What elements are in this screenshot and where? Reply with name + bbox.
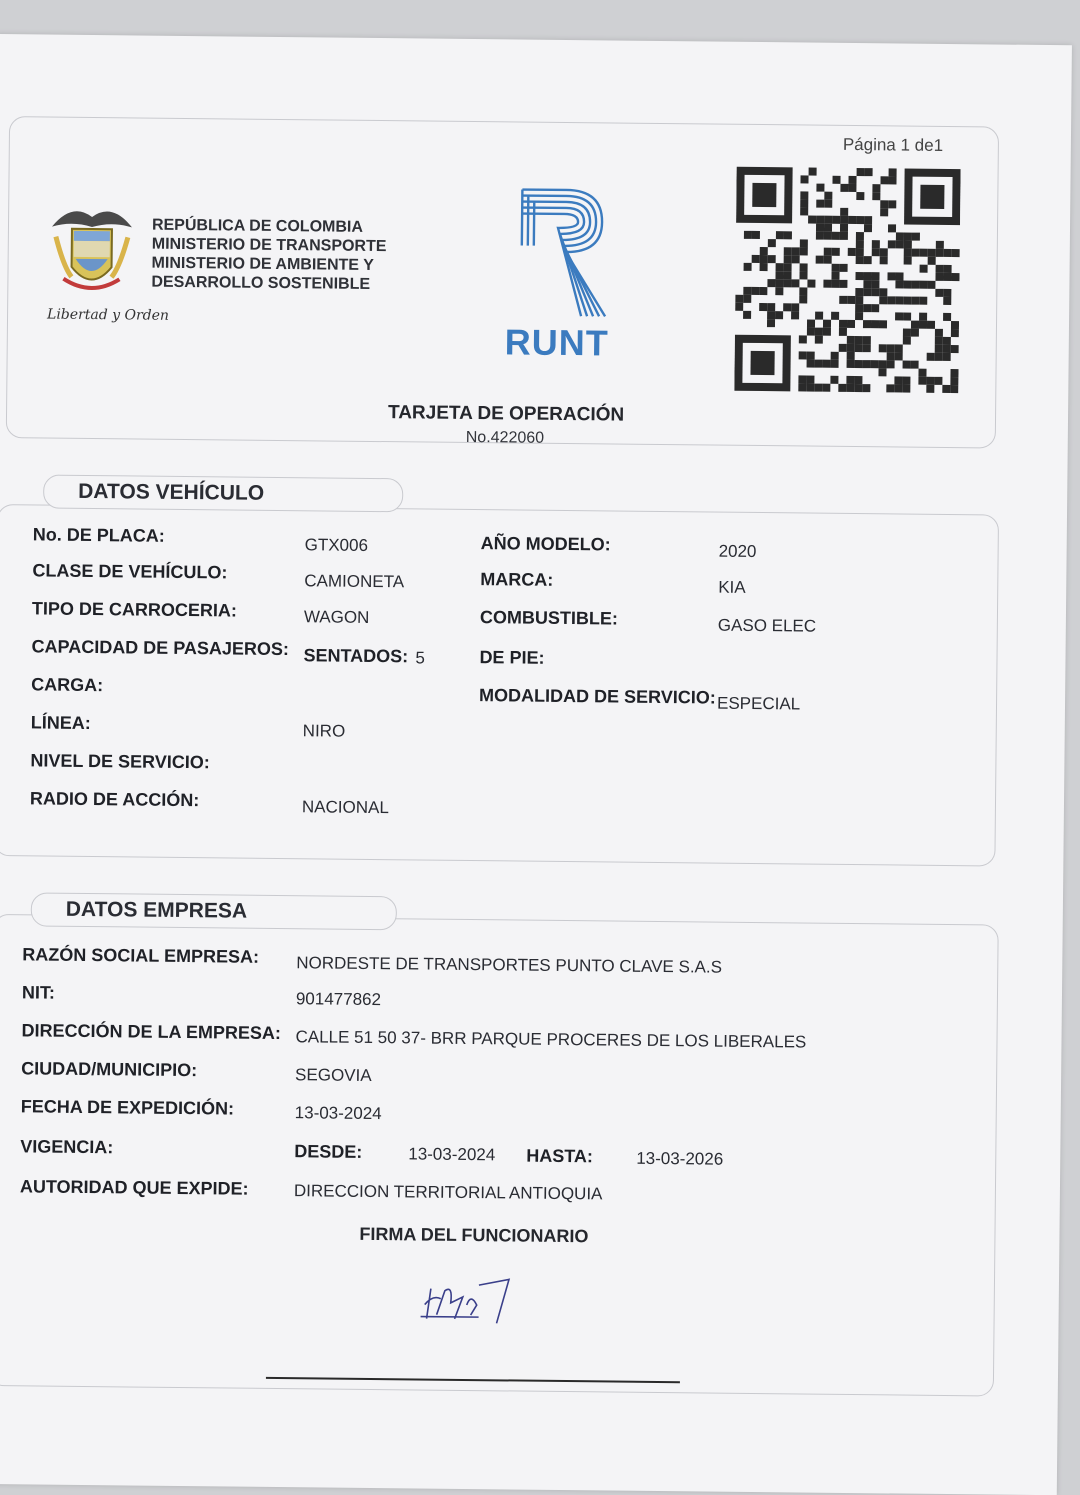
fuel-label: COMBUSTIBLE: — [479, 607, 619, 629]
standing-label: DE PIE: — [479, 647, 545, 668]
capacity-label: CAPACIDAD DE PASAJEROS: — [31, 636, 290, 660]
vehicle-section-title: DATOS VEHÍCULO — [43, 475, 403, 513]
signature-label: FIRMA DEL FUNCIONARIO — [359, 1223, 589, 1247]
from-label: DESDE: — [294, 1141, 363, 1162]
gov-line: REPÚBLICA DE COLOMBIA — [151, 216, 364, 236]
cargo-label: CARGA: — [31, 674, 104, 696]
brand-label: MARCA: — [480, 569, 554, 590]
plate-value: GTX006 — [304, 535, 369, 555]
document-page — [0, 34, 1072, 1495]
motto: Libertad y Orden — [46, 306, 170, 324]
runt-logo-icon — [513, 185, 614, 322]
company-name-label: RAZÓN SOCIAL EMPRESA: — [22, 944, 260, 967]
company-name-value: NORDESTE DE TRANSPORTES PUNTO CLAVE S.A.S — [296, 953, 723, 977]
gov-line: MINISTERIO DE AMBIENTE Y — [151, 254, 374, 274]
gov-line: DESARROLLO SOSTENIBLE — [151, 273, 371, 293]
line-value: NIRO — [302, 721, 346, 741]
authority-label: AUTORIDAD QUE EXPIDE: — [19, 1176, 249, 1199]
to-label: HASTA: — [526, 1145, 594, 1167]
class-value: CAMIONETA — [304, 571, 405, 592]
body-type-value: WAGON — [303, 607, 370, 627]
body-type-label: TIPO DE CARROCERIA: — [31, 598, 238, 621]
address-label: DIRECCIÓN DE LA EMPRESA: — [21, 1020, 282, 1044]
document-number: No.422060 — [465, 428, 545, 447]
model-year-label: AÑO MODELO: — [480, 533, 611, 555]
page-number: Página 1 de1 — [842, 134, 944, 155]
nit-value: 901477862 — [295, 989, 382, 1010]
range-label: RADIO DE ACCIÓN: — [29, 788, 200, 811]
service-mode-label: MODALIDAD DE SERVICIO: — [478, 685, 716, 708]
government-heading — [151, 216, 386, 294]
runt-wordmark: RUNT — [504, 321, 609, 364]
line-label: LÍNEA: — [30, 712, 91, 734]
city-label: CIUDAD/MUNICIPIO: — [21, 1058, 198, 1081]
coat-of-arms-icon — [41, 196, 142, 307]
signature-scribble-icon — [418, 1274, 519, 1335]
from-value: 13-03-2024 — [408, 1144, 496, 1165]
model-year-value: 2020 — [718, 541, 757, 561]
service-level-label: NIVEL DE SERVICIO: — [30, 750, 210, 773]
issue-date-value: 13-03-2024 — [294, 1103, 382, 1124]
qr-code-icon[interactable] — [734, 166, 960, 394]
class-label: CLASE DE VEHÍCULO: — [32, 560, 228, 583]
nit-label: NIT: — [21, 982, 56, 1003]
fuel-value: GASO ELEC — [717, 615, 817, 636]
issue-date-label: FECHA DE EXPEDICIÓN: — [20, 1096, 235, 1119]
address-value: CALLE 51 50 37- BRR PARQUE PROCERES DE LOS LIBERALES — [295, 1027, 807, 1052]
seated-value: 5 — [415, 648, 426, 668]
gov-line: MINISTERIO DE TRANSPORTE — [151, 235, 387, 256]
city-value: SEGOVIA — [295, 1065, 372, 1085]
service-mode-value: ESPECIAL — [716, 693, 801, 714]
brand-value: KIA — [718, 577, 746, 597]
validity-label: VIGENCIA: — [20, 1136, 114, 1158]
to-value: 13-03-2026 — [636, 1148, 724, 1169]
plate-label: No. DE PLACA: — [32, 524, 165, 546]
authority-value: DIRECCION TERRITORIAL ANTIOQUIA — [293, 1181, 603, 1204]
seated-label: SENTADOS: — [303, 645, 409, 667]
range-value: NACIONAL — [301, 797, 389, 818]
document-title: TARJETA DE OPERACIÓN — [387, 402, 625, 426]
company-section-title: DATOS EMPRESA — [31, 892, 397, 930]
